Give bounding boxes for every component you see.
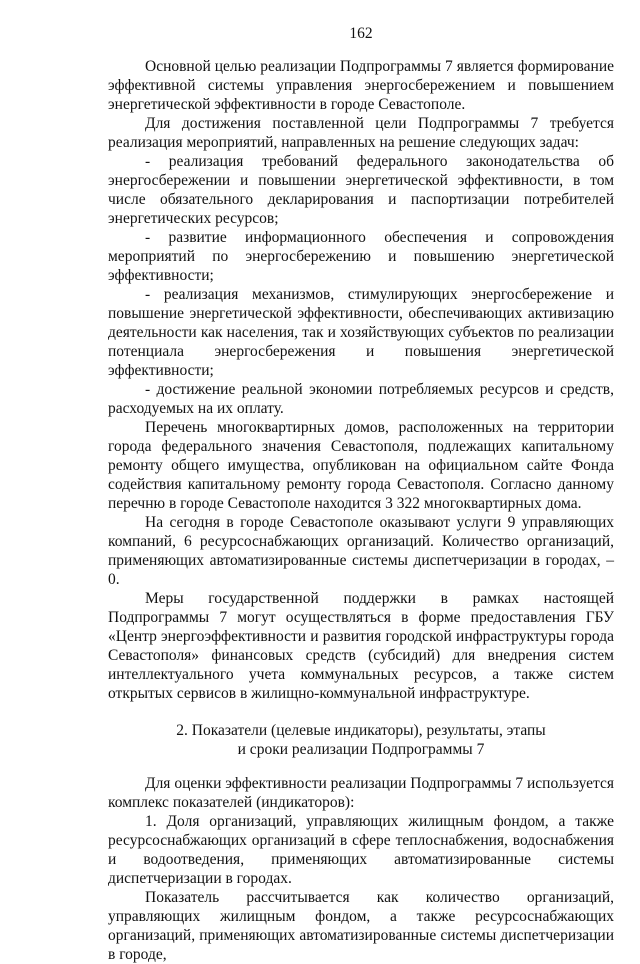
- task-item: - реализация требований федерального законодательства об энергосбережении и повышении энергетической эффективности, в том числе обязательного декларирования и паспортизации потребителей энергетических ресурсов;: [108, 153, 614, 227]
- paragraph-organizations: На сегодня в городе Севастополе оказывают услуги 9 управляющих компаний, 6 ресурсоснабжающих организаций. Количество организаций, применяющих автоматизированные системы диспетчеризации в городах, – 0.: [108, 514, 614, 588]
- page-number: 162: [349, 25, 373, 42]
- paragraph-goal: Основной целью реализации Подпрограммы 7 является формирование эффективной системы управления энергосбережением и повышением энергетической эффективности в городе Севастополе.: [108, 58, 614, 113]
- indicator-item: 1. Доля организаций, управляющих жилищным фондом, а также ресурсоснабжающих организаций в сфере теплоснабжения, водоснабжения и водоотведения, применяющих автоматизированные системы диспетчеризации в городах.: [108, 813, 614, 887]
- task-item: - реализация механизмов, стимулирующих энергосбережение и повышение энергетической эффективности, обеспечивающих активизацию деятельности как населения, так и хозяйствующих субъектов по реализации потенциала энергосбережения и повышения энергетической эффективности;: [108, 286, 614, 379]
- task-item: - достижение реальной экономии потребляемых ресурсов и средств, расходуемых на их оплату.: [108, 381, 614, 417]
- paragraph-state-support: Меры государственной поддержки в рамках настоящей Подпрограммы 7 могут осуществляться в форме предоставления ГБУ «Центр энергоэффективности и развития городской инфраструктуры города Севастополя» финансовых средств (субсидий) для внедрения систем интеллектуального учета коммунальных ресурсов, а также систем открытых сервисов в жилищно-коммунальной инфраструктуре.: [108, 590, 614, 702]
- section-heading-line: 2. Показатели (целевые индикаторы), результаты, этапы: [176, 722, 546, 739]
- page-body: [108, 57, 614, 964]
- section-heading-line: и сроки реализации Подпрограммы 7: [237, 741, 485, 758]
- paragraph-indicators-intro: Для оценки эффективности реализации Подпрограммы 7 используется комплекс показателей (индикаторов):: [108, 775, 614, 811]
- section-heading: [108, 721, 614, 759]
- paragraph-indicator-calculation: Показатель рассчитывается как количество организаций, управляющих жилищным фондом, а также ресурсоснабжающих организаций, применяющих автоматизированные системы диспетчеризации в городе,: [108, 889, 614, 963]
- paragraph-tasks-intro: Для достижения поставленной цели Подпрограммы 7 требуется реализация мероприятий, направленных на решение следующих задач:: [108, 115, 614, 151]
- task-item: - развитие информационного обеспечения и сопровождения мероприятий по энергосбережению и повышению энергетической эффективности;: [108, 229, 614, 284]
- paragraph-housing-list: Перечень многоквартирных домов, расположенных на территории города федерального значения Севастополя, подлежащих капитальному ремонту общего имущества, опубликован на официальном сайте Фонда содействия капитальному ремонту города Севастополя. Согласно данному перечню в городе Севастополе находится 3 322 многоквартирных дома.: [108, 419, 614, 512]
